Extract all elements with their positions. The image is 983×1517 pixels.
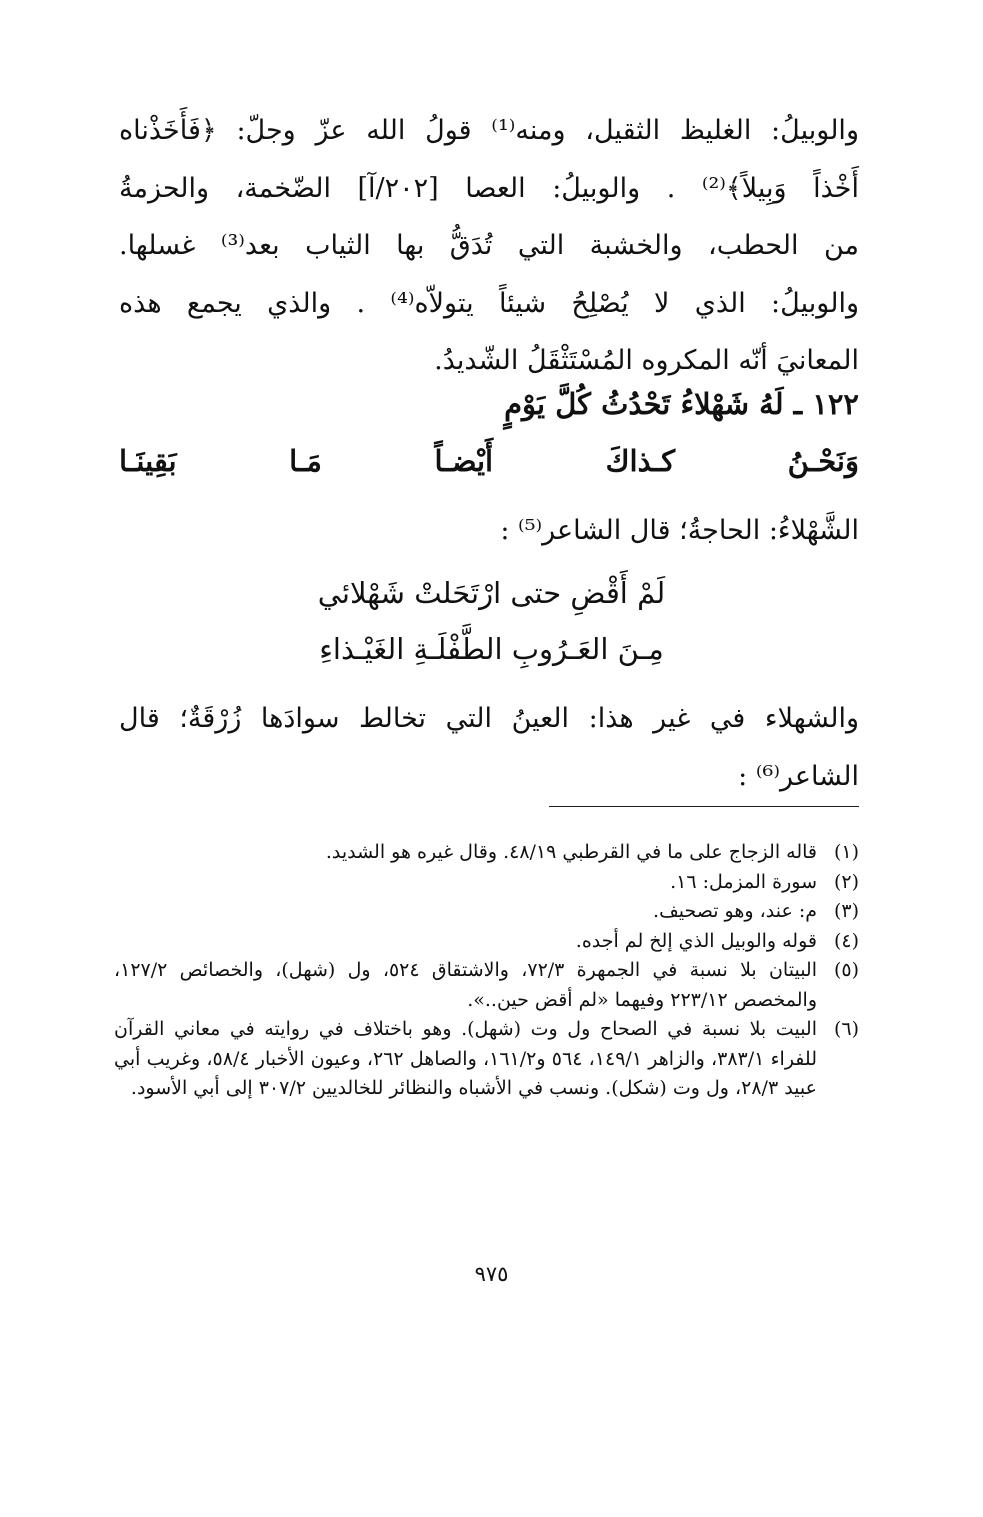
body-line: والوبيلُ: الغليظ الثقيل، ومنه⁽¹⁾ قولُ الله عزّ وجلّ: ﴿فَأَخَذْناه bbox=[119, 115, 859, 146]
page-number: ٩٧٥ bbox=[474, 1262, 509, 1286]
footnote-number: (١) bbox=[833, 841, 859, 863]
definition-paragraph bbox=[119, 502, 859, 560]
footnotes bbox=[114, 838, 859, 1104]
footnote-text: م: عند، وهو تصحيف. bbox=[653, 900, 817, 922]
footnote-number: (٢) bbox=[833, 870, 859, 893]
footnote bbox=[114, 868, 859, 898]
explanation-paragraph bbox=[119, 690, 859, 805]
footnote bbox=[114, 1015, 859, 1104]
footnote-number: (٣) bbox=[833, 900, 859, 922]
verse-number: ١٢٢ ـ bbox=[793, 387, 859, 421]
verse-second-hemistich: وَنَحْـنُ كـذاكَ أَيْضـاً مَـا بَقِينَـا bbox=[119, 444, 859, 478]
body-line: من الحطب، والخشبة التي تُدَقُّ بها الثياب بعد⁽³⁾ غسلها. bbox=[119, 230, 859, 261]
poem-line: مِـنَ العَـرُوبِ الطَّفْلَـةِ الغَيْـذاءِ bbox=[319, 632, 664, 666]
body-line: والشهلاء في غير هذا: العينُ التي تخالط سوادَها زُرْقَةٌ؛ قال bbox=[119, 703, 859, 734]
body-line: أَخْذاً وَبِيلاً﴾⁽²⁾ . والوبيلُ: العصا [٢٠٢/آ] الضّخمة، والحزمةُ bbox=[119, 172, 859, 204]
footnote-text: قاله الزجاج على ما في القرطبي ٤٨/١٩. وقال غيره هو الشديد. bbox=[325, 841, 817, 863]
body-line: المعانيَ أنّه المكروه المُسْتَثْقَلُ الشّديدُ. bbox=[434, 345, 859, 376]
footnote bbox=[114, 897, 859, 927]
poem-line: لَمْ أَقْضِ حتى ارْتَحَلتْ شَهْلائي bbox=[317, 576, 666, 610]
footnote-number: (٥) bbox=[833, 959, 859, 981]
verse-first-hemistich bbox=[504, 387, 859, 421]
footnote-text: البيت بلا نسبة في الصحاح ول وت (شهل). وهو باختلاف في روايته في معاني القرآن للفراء ٣٨٣/١، والزاهر ١٤٩/١، ٥٦٤ و١٦١/٢، والصاهل ٢٦٢، وعيون الأخبار ٥٨/٤، وغريب أبي عبيد ٢٨/٣، ول وت (شكل). ونسب في الأشباه والنظائر للخالديين ٣٠٧/٢ إلى أبي الأسود. bbox=[114, 1018, 817, 1099]
body-line: والوبيلُ: الذي لا يُصْلِحُ شيئاً يتولاّه⁽⁴⁾ . والذي يجمع هذه bbox=[119, 287, 859, 319]
footnote bbox=[114, 956, 859, 1015]
footnote bbox=[114, 927, 859, 957]
verse-hemistich-text: لَهُ شَهْلاءُ تَحْدُثُ كُلَّ يَوْمٍ bbox=[504, 387, 784, 421]
footnote-number: (٤) bbox=[833, 929, 859, 952]
footnote bbox=[114, 838, 859, 868]
footnote-separator bbox=[549, 806, 859, 807]
footnote-text: سورة المزمل: ١٦. bbox=[670, 870, 817, 893]
body-line: الشاعر⁽⁶⁾ : bbox=[738, 760, 859, 792]
body-line: الشَّهْلاءُ: الحاجةُ؛ قال الشاعر⁽⁵⁾ : bbox=[500, 515, 859, 546]
footnote-text: قوله والوبيل الذي إلخ لم أجده. bbox=[575, 929, 817, 952]
footnote-number: (٦) bbox=[833, 1018, 859, 1040]
body-paragraph bbox=[119, 102, 859, 390]
footnote-text: البيتان بلا نسبة في الجمهرة ٧٢/٣، والاشتقاق ٥٢٤، ول (شهل)، والخصائص ١٢٧/٢، والمخصص ٢٢٣/١٢ وفيهما «لم أقض حين..». bbox=[114, 959, 817, 1011]
